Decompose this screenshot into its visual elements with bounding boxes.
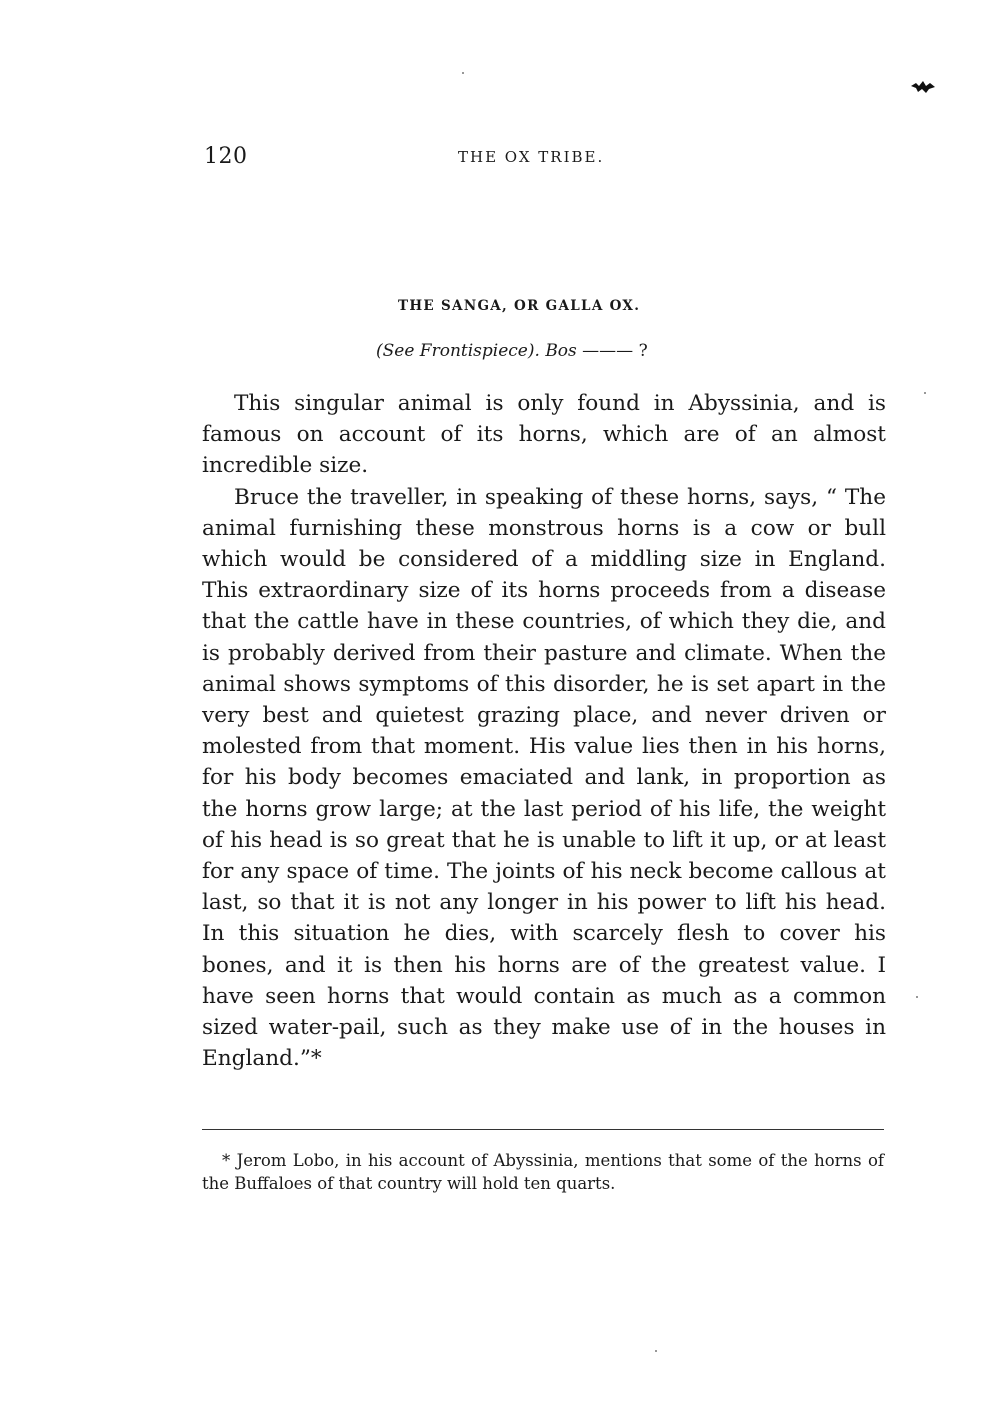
paper-speck xyxy=(924,392,926,394)
body-text xyxy=(202,388,886,1074)
subtitle-genus: Bos xyxy=(545,341,577,361)
paper-speck xyxy=(916,996,918,998)
running-title: THE OX TRIBE. xyxy=(458,148,605,166)
section-subtitle xyxy=(376,341,648,361)
footnote-divider xyxy=(202,1129,884,1130)
footnote: * Jerom Lobo, in his account of Abyssinia, mentions that some of the horns of the Buffaloes of that country will hold ten quarts. xyxy=(202,1151,884,1193)
printer-ornament-icon xyxy=(910,80,936,94)
paper-speck xyxy=(462,72,464,74)
body-paragraph: This singular animal is only found in Abyssinia, and is famous on account of its horns, which are of an almost incredible size. xyxy=(202,391,886,479)
page-number: 120 xyxy=(204,144,248,169)
subtitle-species-unknown: ——— ? xyxy=(582,341,648,361)
body-paragraph: Bruce the traveller, in speaking of these horns, says, “ The animal furnishing these monstrous horns is a cow or bull which would be considered of a middling size in England. This extraordinary size of its horns proceeds from a disease that the cattle have in these countries, of which they die, and is probably derived from their pasture and climate. When the animal shows symptoms of this disorder, he is set apart in the very best and quietest grazing place, and never driven or molested from that moment. His value lies then in his horns, for his body becomes emaciated and lank, in proportion as the horns grow large; at the last period of his life, the weight of his head is so great that he is unable to lift it up, or at least for any space of time. The joints of his neck become callous at last, so that it is not any longer in his power to lift his head. In this situation he dies, with scarcely flesh to cover his bones, and it is then his horns are of the greatest value. I have seen horns that would contain as much as a common sized water-pail, such as they make use of in the houses in England.”* xyxy=(202,484,886,1072)
subtitle-reference: (See Frontispiece). xyxy=(376,341,540,361)
section-title: THE SANGA, OR GALLA OX. xyxy=(398,298,641,314)
paper-speck xyxy=(655,1350,657,1352)
